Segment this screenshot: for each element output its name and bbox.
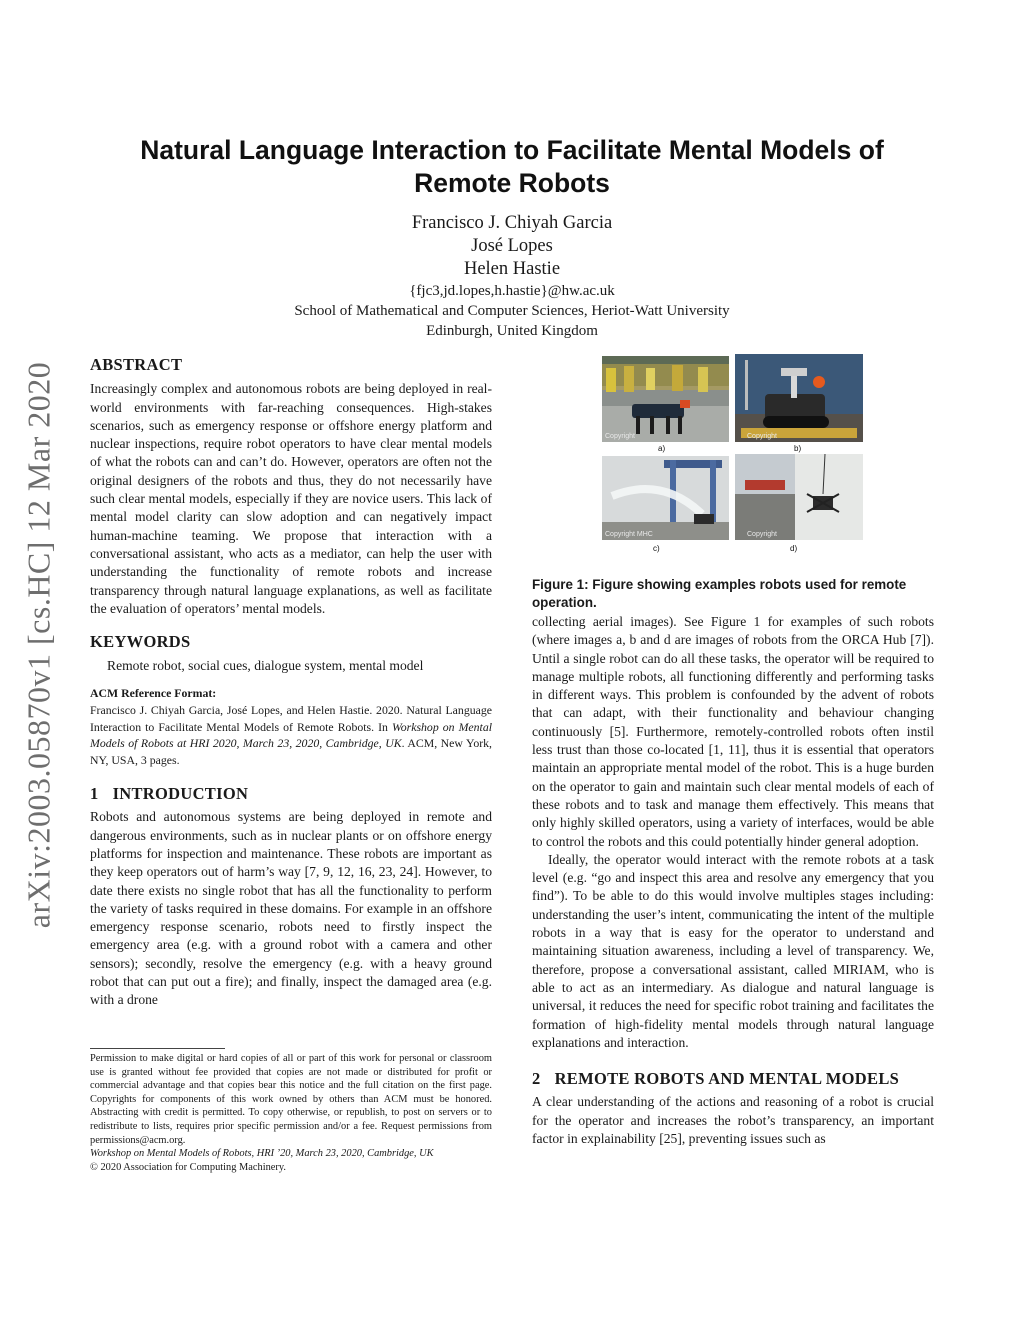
acm-reference (90, 702, 492, 768)
abstract-text: Increasingly complex and autonomous robots are being deployed in real-world environments with far-reaching consequences. High-stakes scenarios, such as emergency response or offshore energy platform and nuclear inspections, require robot operators to have clear mental models of what the robots can and can’t do. However, operators are often not the original designers of the robots and thus, they do not necessarily have such clear mental models, especially if they are novice users. This lack of mental model clarity can slow adoption and can negatively impact human-machine teaming. We propose that interaction with a conversational assistant, who acts as a mediator, can help the user with understanding the functionality of remote robots and increase transparency through natural language explanations, as well as facilitate the evaluation of operators’ mental models. (90, 381, 492, 616)
footnote-block (90, 1052, 492, 1174)
acm-ref-venue: Workshop on Mental Models of Robots at HRI 2020, March 23, 2020, Cambridge, UK (90, 719, 492, 751)
abstract-heading: ABSTRACT (90, 355, 183, 374)
figure-1 (600, 354, 864, 554)
author-block (200, 212, 824, 341)
section2-text: A clear understanding of the actions and reasoning of a robot is crucial for the operator and increases the robot’s transparency, an important factor in explainability [25], preventing issues such as (532, 1094, 934, 1147)
body-paragraph: Ideally, the operator would interact with the remote robots at a task level (e.g. “go and inspect this area and resolve any emergency that you find”). To be able to do this would involve multiples stages including: understanding the user’s intent, communicating the intent of the multiple robots in a way that is easy for the operator to understand and maintaining situation awareness, including a level of transparency. We, therefore, propose a conversational assistant, called MIRIAM, who is able to act as an intermediary. As dialogue and natural language is universal, it reduces the need for specific robot training and facilitates the formation of high-fidelity mental models through natural language explanations and interaction. (532, 851, 934, 1050)
figure-caption: Figure 1: Figure showing examples robots used for remote operation. (532, 577, 907, 611)
footnote-rule (90, 1048, 225, 1049)
climbing-robot-image (735, 454, 863, 540)
acm-ref-heading: ACM Reference Format: (90, 685, 217, 700)
copyright-notice: © 2020 Association for Computing Machinery. (90, 1161, 286, 1173)
keywords-heading: KEYWORDS (90, 632, 191, 652)
author-email[interactable]: {fjc3,jd.lopes,h.hastie}@hw.ac.uk (409, 283, 615, 299)
body-paragraph: collecting aerial images). See Figure 1 for examples of such robots (where images a, b and d are images of robots from the ORCA Hub [7]). Until a single robot can do all these tasks, the operator will be required to manage multiple robots, all functioning differently and performing tasks in different ways. This problem is confounded by the advent of robots that can adapt, with their functionality and behaviour changing continuously [5]. Furthermore, remotely-controlled robots often instil less trust than those co-located [1, 11], thus it is essential that operators maintain an appropriate mental model of the robot. This is a huge burden on the operator to gain and maintain such clear mental models of each of these robots and to task and manage them effectively. This means that only highly skilled operators, using a variety of interfaces, would be able to control the robots and this could potentially hinder general adoption. (532, 614, 934, 849)
left-column (90, 356, 492, 1010)
author-name: Helen Hastie (463, 259, 561, 279)
intro-heading (90, 785, 492, 803)
robot-photo-c (602, 456, 729, 540)
footnote-venue-text: Workshop on Mental Models of Robots, HRI ’20, March 23, 2020, Cambridge, UK (90, 1148, 434, 1160)
footnote-venue (90, 1147, 492, 1161)
acm-ref-text: Francisco J. Chiyah Garcia, José Lopes, and Helen Hastie. 2020. Natural Language Interaction to Facilitate Mental Models of Remote Robots. In (90, 703, 492, 734)
robot-photo-a (602, 356, 729, 442)
figure-label: c) (653, 544, 660, 553)
keywords-text: Remote robot, social cues, dialogue system, mental model (107, 658, 424, 674)
firefighting-robot-image (602, 456, 729, 540)
arxiv-stamp (14, 345, 64, 945)
quadruped-robot-image (602, 356, 729, 442)
copyright-watermark: Copyright MHC (605, 531, 653, 538)
right-column (532, 613, 934, 1148)
robot-photo-b (735, 354, 863, 442)
author-name: José Lopes (471, 236, 553, 256)
section-number: 2 (532, 1069, 541, 1089)
figure-label: a) (658, 444, 666, 453)
section2-heading (532, 1070, 934, 1088)
copyright-watermark: Copyright (747, 433, 777, 440)
section-title: REMOTE ROBOTS AND MENTAL MODELS (554, 1069, 900, 1089)
section-title: INTRODUCTION (112, 784, 249, 804)
acm-ref-tail: . ACM, New York, NY, USA, 3 pages. (90, 736, 492, 767)
paper-title: Natural Language Interaction to Facilitate Mental Models of Remote Robots (140, 135, 884, 198)
permission-notice: Permission to make digital or hard copies of all or part of this work for personal or classroom use is granted without fee provided that copies are not made or distributed for profit or commercial advantage and that copies bear this notice and the full citation on the first page. Copyrights for components of this work owned by others than ACM must be honored. Abstracting with credit is permitted. To copy otherwise, or republish, to post on servers or to redistribute to lists, requires prior specific permission and/or a fee. Request permissions from permissions@acm.org. (90, 1053, 492, 1146)
figure-label: d) (790, 544, 798, 553)
affiliation: Edinburgh, United Kingdom (426, 323, 598, 339)
copyright-watermark: Copyright (605, 433, 635, 440)
arxiv-id: arXiv:2003.05870v1 [cs.HC] 12 Mar 2020 (20, 361, 57, 929)
affiliation: School of Mathematical and Computer Sciences, Heriot-Watt University (294, 303, 730, 319)
author-name: Francisco J. Chiyah Garcia (411, 213, 613, 233)
section-number: 1 (90, 784, 99, 804)
copyright-watermark: Copyright (747, 531, 777, 538)
tracked-robot-image (735, 354, 863, 442)
intro-text: Robots and autonomous systems are being deployed in remote and dangerous environments, such as in nuclear plants or on offshore energy platforms for inspection and maintenance. These robots are important as they keep operators out of harm’s way [7, 9, 12, 16, 23, 24]. However, to date there exists no single robot that has all the functionality to perform the variety of tasks required in these domains. For example in an offshore emergency response scenario, robots need to firstly inspect the emergency area (e.g. with a ground robot with a camera and other sensors); secondly, resolve the emergency (e.g. with a heavy ground robot that can put out a fire); and finally, inspect the damaged area (e.g. with a drone (90, 809, 492, 1008)
figure-label: b) (794, 444, 802, 453)
robot-photo-d (735, 454, 863, 540)
